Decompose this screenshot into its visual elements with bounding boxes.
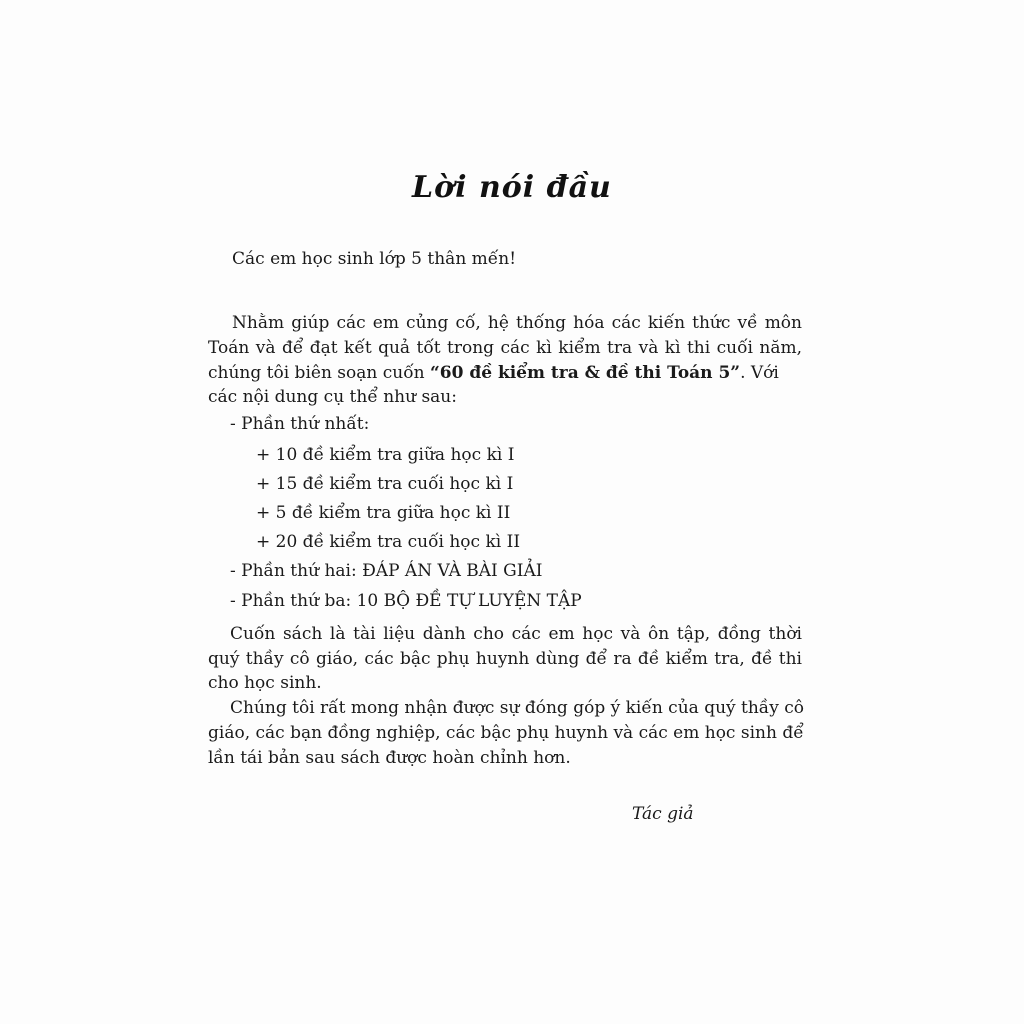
part1-item: + 10 đề kiểm tra giữa học kì I	[256, 445, 515, 465]
author-signature: Tác giả	[632, 804, 694, 824]
part2-label: - Phần thứ hai: ĐÁP ÁN VÀ BÀI GIẢI	[230, 561, 543, 581]
intro-line-3	[208, 362, 802, 384]
part3-label: - Phần thứ ba: 10 BỘ ĐỀ TỰ LUYỆN TẬP	[230, 591, 582, 611]
intro-line-3-suffix: . Với	[740, 363, 779, 383]
para2-line-1: Cuốn sách là tài liệu dành cho các em học và ôn tập, đồng thời	[230, 624, 802, 644]
book-title: “60 đề kiểm tra & đề thi Toán 5”	[429, 363, 741, 383]
part1-item: + 5 đề kiểm tra giữa học kì II	[256, 503, 511, 523]
page-title: Lời nói đầu	[412, 170, 612, 205]
para3-line-2: giáo, các bạn đồng nghiệp, các bậc phụ huynh và các em học sinh để	[208, 723, 804, 743]
greeting: Các em học sinh lớp 5 thân mến!	[232, 249, 517, 269]
para2-line-3: cho học sinh.	[208, 673, 322, 693]
intro-line-1: Nhằm giúp các em củng cố, hệ thống hóa các kiến thức về môn	[232, 313, 802, 333]
part1-item: + 15 đề kiểm tra cuối học kì I	[256, 474, 514, 494]
part1-label: - Phần thứ nhất:	[230, 414, 370, 434]
intro-line-4: các nội dung cụ thể như sau:	[208, 387, 457, 407]
intro-line-3-prefix: chúng tôi biên soạn cuốn	[208, 363, 430, 383]
para3-line-1: Chúng tôi rất mong nhận được sự đóng góp ý kiến của quý thầy cô	[230, 698, 804, 718]
para3-line-3: lần tái bản sau sách được hoàn chỉnh hơn.	[208, 748, 571, 768]
para2-line-2: quý thầy cô giáo, các bậc phụ huynh dùng để ra đề kiểm tra, đề thi	[208, 649, 802, 669]
intro-line-2: Toán và để đạt kết quả tốt trong các kì kiểm tra và kì thi cuối năm,	[208, 338, 802, 358]
part1-item: + 20 đề kiểm tra cuối học kì II	[256, 532, 521, 552]
